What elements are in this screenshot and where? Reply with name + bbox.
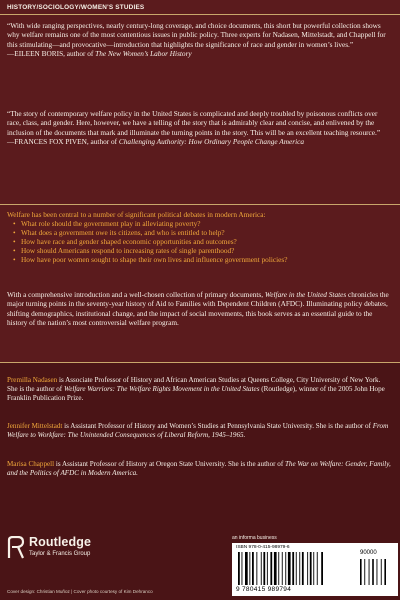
blurb-attribution — [7, 137, 391, 146]
blurb-author: —EILEEN BORIS, — [7, 48, 65, 58]
barcode-number: 9 780415 989794 — [236, 586, 292, 593]
panel-divider — [0, 362, 400, 363]
blurb-piven — [7, 109, 391, 146]
question-item: • What does a government owe its citizens, and who is entitled to help? — [13, 228, 391, 237]
question-item: • What role should the government play in alleviating poverty? — [13, 219, 391, 228]
summary-title: Welfare in the United States — [264, 290, 347, 299]
blurb-quote: “The story of contemporary welfare policy in the United States is complicated and deeply troubled by poisonous conflicts over race, class, and gender. Here, however, we have a telling of the story that is admirably clear and concise, and enlivened by the inclusion of the documents that mark and illuminate the turning points in the story. This will be an excellent teaching resource.” — [7, 109, 381, 137]
bio-book: From Welfare to Workfare: The Unintended Consequences of Liberal Reform, 1945–1965. — [7, 422, 389, 439]
bio-text: is Assistant Professor of History and Women’s Studies at Pennsylvania State University. She is the author of — [64, 422, 371, 430]
publisher-logo — [7, 533, 127, 573]
blurb-author-book: The New Women’s Labor History — [95, 48, 192, 58]
publisher-name: Routledge — [29, 535, 92, 549]
bio-text-end: (Routledge), winner of the 2005 John Hope Franklin Publication Prize. — [7, 384, 385, 402]
question-item: • How have race and gender shaped economic opportunities and outcomes? — [13, 237, 391, 246]
bio-chappell — [7, 460, 391, 478]
blurb-attribution — [7, 49, 391, 58]
blurb-author: —FRANCES FOX PIVEN, — [7, 136, 89, 146]
top-divider — [0, 14, 400, 15]
blurb-author-role: author of — [90, 136, 118, 146]
questions-list — [13, 219, 391, 264]
bio-mittelstadt — [7, 422, 391, 440]
summary-after: chronicles the major turning points in the seventy-year history of Aid to Families with Dependent Children (AFDC). Illuminating policy debates, shifting demographics, institutional change, and the impact of social movements, this book serves as an essential guide to the history of the nation’s most controversial welfare program. — [7, 290, 389, 327]
bio-text: is Assistant Professor of History at Oregon State University. She is the author of — [55, 460, 284, 468]
bio-nadasen — [7, 376, 391, 403]
questions-section — [7, 210, 391, 265]
bio-name: Marisa Chappell — [7, 460, 55, 468]
bio-text: is Associate Professor of History and African American Studies at Queens College, City University of New York. She is the author of — [7, 376, 381, 393]
question-item: • How should Americans respond to increasing rates of single parenthood? — [13, 246, 391, 255]
category-label: HISTORY/SOCIOLOGY/WOMEN'S STUDIES — [7, 4, 145, 11]
bio-name: Premilla Nadasen — [7, 376, 58, 384]
blurb-quote: “With wide ranging perspectives, nearly century-long coverage, and choice documents, this short but powerful collection shows why welfare remains one of the most contentious issues in public policy. Three experts for Nadasen, Mittelstadt, and Chappell for this stimulating—and provocative—introduction that highlights the significance of race and gender in women’s lives.” — [7, 21, 386, 49]
cover-credits: Cover design: Christian Muñoz | Cover photo courtesy of Kim Dehranco — [7, 589, 153, 594]
isbn-label: ISBN 978-0-415-98979-6 — [236, 545, 290, 550]
publisher-sub: Taylor & Francis Group — [29, 551, 91, 557]
middle-divider — [0, 204, 400, 205]
summary-before: With a comprehensive introduction and a well-chosen collection of primary documents, — [7, 290, 264, 299]
book-summary — [7, 290, 391, 327]
bio-name: Jennifer Mittelstadt — [7, 422, 63, 430]
barcode-block — [232, 543, 398, 596]
bio-book: The War on Welfare: Gender, Family, and the Politics of AFDC in Modern America. — [7, 460, 391, 477]
price-code: 90000 — [360, 550, 377, 556]
imprint-label: an informa business — [232, 535, 277, 541]
blurb-author-book: Challenging Authority: How Ordinary People Change America — [118, 136, 305, 146]
question-item: • How have poor women sought to shape their own lives and influence government policies? — [13, 255, 391, 264]
routledge-logo-icon — [7, 536, 25, 560]
blurb-boris — [7, 21, 391, 58]
bio-book: Welfare Warriors: The Welfare Rights Movement in the United States — [63, 384, 260, 393]
questions-intro: Welfare has been central to a number of significant political debates in modern America: — [7, 210, 266, 219]
blurb-author-role: author of — [66, 48, 94, 58]
